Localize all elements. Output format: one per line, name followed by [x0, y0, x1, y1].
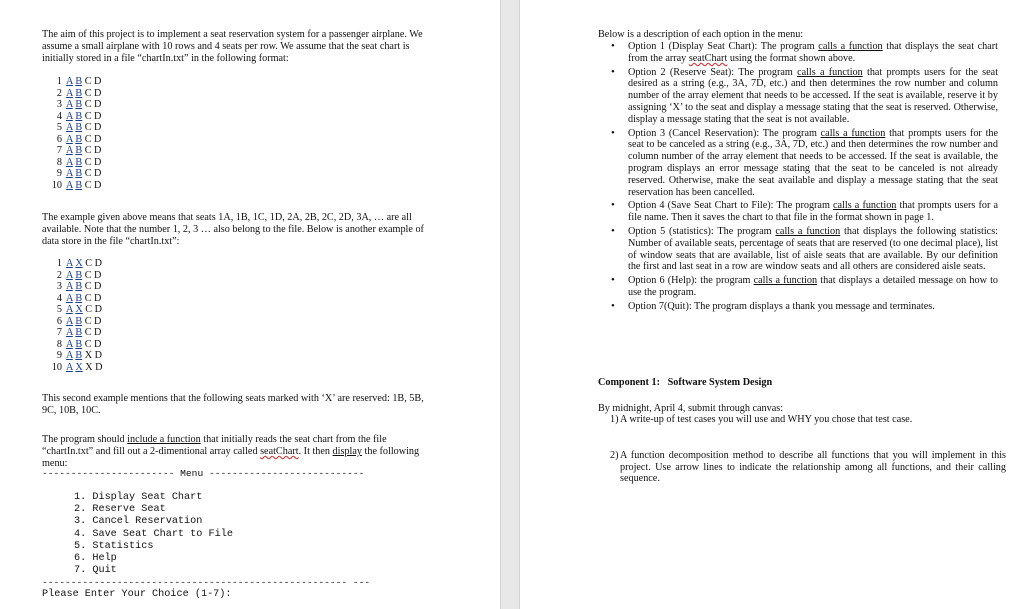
chart2-row: [48, 316, 103, 328]
chart2-row-number: 8: [56, 338, 62, 350]
deliverable-1: [598, 414, 1006, 426]
chart1-seat: D: [94, 76, 102, 87]
chart2-seat: D: [94, 327, 102, 338]
chart1-seat: B: [75, 179, 83, 191]
chart1-row-number: 6: [56, 133, 62, 145]
menu-list: [74, 492, 233, 577]
program-text-3: . It then: [298, 445, 330, 457]
chart2-seat: B: [75, 315, 83, 327]
chart2-seat: B: [75, 338, 83, 350]
chart2-row-number: 6: [56, 315, 62, 327]
chart2-seat: A: [66, 304, 73, 315]
chart1-seat: D: [94, 133, 102, 145]
program-paragraph: [42, 434, 437, 469]
chart1-row: [48, 145, 101, 157]
chart2-seat: D: [95, 361, 103, 373]
chart2-seat: B: [75, 281, 83, 292]
program-text-1: The program should: [42, 434, 125, 445]
chart2-row: [48, 270, 103, 282]
chart1-seat: D: [94, 122, 102, 133]
chart1-seat: A: [66, 87, 73, 99]
right-page: [520, 0, 1024, 609]
deliverable-1-text: A write-up of test cases you will use and WHY you chose that test case.: [620, 414, 913, 425]
chart2-seat: C: [84, 269, 92, 281]
component-title: Software System Design: [667, 377, 773, 388]
option-5-link: calls a function: [775, 225, 841, 237]
chart2-seat: C: [85, 258, 93, 269]
chart1-seat: D: [94, 168, 102, 179]
chart1-row-number: 4: [56, 110, 62, 122]
chart2-seat: D: [94, 281, 102, 292]
chart2-row-number: 7: [56, 327, 62, 338]
chart1-seat: A: [66, 145, 73, 156]
chart1-seat: B: [75, 76, 83, 87]
menu-header: ----------------------- Menu ---------------------------: [42, 468, 365, 479]
chart2-seat: C: [85, 304, 93, 315]
choice-prompt: Please Enter Your Choice (1-7):: [42, 589, 232, 600]
chart1-seat: D: [94, 99, 102, 110]
program-text-4: the following menu:: [42, 445, 420, 469]
option-2-link: calls a function: [797, 66, 863, 78]
option-6-item: [628, 275, 998, 299]
chart1-seat: B: [75, 133, 83, 145]
chart1-seat: A: [66, 110, 73, 122]
option-4-item: [628, 200, 998, 224]
chart2-seat: D: [94, 269, 102, 281]
chart1-row: [48, 99, 101, 111]
chart2-row: [48, 258, 103, 270]
chart2-row: [48, 281, 103, 293]
deliverable-1-number: 1): [610, 414, 619, 425]
chart1-seat: B: [75, 110, 83, 122]
component-label: Component 1:: [598, 377, 660, 388]
program-text-2: that initially reads the seat chart from the file “chartIn.txt” and fill out a 2-dimentional array called: [42, 434, 387, 457]
chart2-seat: D: [94, 315, 102, 327]
program-underlined-display: display: [332, 445, 362, 457]
chart2-row-number: 5: [56, 304, 62, 315]
chart1-seat: A: [66, 179, 73, 191]
option-4-text-2: that prompts users for a file name. Then it saves the chart to that file in the format shown in page 1.: [628, 200, 999, 224]
second-example-paragraph: This second example mentions that the following seats marked with ‘X’ are reserved: 1B, 5B, 9C, 10B, 10C.: [42, 393, 424, 416]
chart1-seat: B: [75, 145, 83, 156]
chart2-row: [48, 304, 103, 316]
option-1-text-2: that displays the seat chart from the array: [628, 41, 999, 64]
chart2-seat: B: [75, 269, 83, 281]
page-gutter: [500, 0, 520, 609]
chart1-row-number: 3: [56, 99, 62, 110]
chart2-row: [48, 339, 103, 351]
option-5-text: Option 5 (statistics): The program: [628, 225, 772, 237]
chart2-row-number: 10: [51, 361, 62, 373]
chart2-row: [48, 293, 103, 305]
chart1-row-number: 8: [56, 156, 62, 168]
menu-item: 5. Statistics: [74, 540, 154, 552]
option-5-item: [628, 226, 998, 273]
chart1-row: [48, 111, 101, 123]
chart2-seat: X: [85, 361, 93, 373]
chart1-row-number: 10: [51, 179, 62, 191]
deliverable-2: [598, 450, 1006, 485]
chart2-row-number: 1: [56, 258, 62, 269]
chart1-row: [48, 168, 101, 180]
left-page: [0, 0, 500, 609]
option-6-text-2: that displays a detailed message on how to use the program.: [628, 275, 999, 298]
option-3-link: calls a function: [820, 127, 886, 139]
chart1-seat: B: [75, 99, 83, 110]
chart1-seat: D: [94, 87, 102, 99]
chart1-seat: C: [84, 122, 92, 133]
menu-item: 2. Reserve Seat: [74, 504, 166, 516]
chart2-seat: A: [66, 338, 73, 350]
chart2-seat: B: [75, 292, 83, 304]
chart1-row: [48, 76, 101, 88]
option-1-seatchart-word: seatChart: [688, 52, 728, 64]
options-list: [600, 41, 998, 315]
option-2-item: [628, 67, 998, 126]
chart2-seat: D: [94, 350, 102, 361]
seat-chart-initial: [48, 76, 101, 191]
chart2-seat: C: [84, 315, 92, 327]
chart1-seat: A: [66, 122, 73, 133]
chart1-row-number: 9: [56, 168, 62, 179]
chart1-seat: C: [84, 156, 92, 168]
chart1-seat: D: [94, 179, 102, 191]
chart2-row-number: 9: [56, 350, 62, 361]
example-paragraph: The example given above means that seats 1A, 1B, 1C, 1D, 2A, 2B, 2C, 2D, 3A, … are all available. Note that the number 1, 2, 3 … also belong to the file. Below is another example of data store in the file “chartIn.txt”:: [42, 212, 424, 247]
chart2-seat: A: [66, 327, 73, 338]
chart1-row-number: 2: [56, 87, 62, 99]
option-4-text: Option 4 (Save Seat Chart to File): The program: [628, 200, 830, 212]
option-1-item: [628, 41, 998, 65]
chart2-seat: X: [75, 361, 83, 373]
chart2-seat: A: [66, 315, 73, 327]
chart2-seat: C: [84, 281, 92, 292]
chart1-seat: D: [94, 145, 102, 156]
chart2-seat: B: [75, 327, 83, 338]
chart1-seat: C: [84, 99, 92, 110]
option-6-link: calls a function: [753, 275, 818, 287]
chart2-seat: C: [84, 327, 92, 338]
chart2-row-number: 4: [56, 292, 62, 304]
component-heading: [598, 377, 998, 389]
chart2-seat: D: [94, 304, 102, 315]
chart1-row: [48, 157, 101, 169]
chart1-row: [48, 88, 101, 100]
option-3-item: [628, 128, 998, 199]
chart1-seat: A: [66, 133, 73, 145]
option-7-item: [628, 301, 998, 313]
chart1-row-number: 5: [56, 122, 62, 133]
chart2-seat: A: [66, 269, 73, 281]
chart1-seat: C: [84, 76, 92, 87]
option-2-text-2: that prompts users for the seat desired as a string (e.g., 3A, 7D, etc.) and then determines the row number and column number of the array element that needs to be accessed. If the seat is available, reserve it by assigning ‘X’ to the seat and display a message stating that the seat is reserved. Otherwise, display a message stating that the seat is not available.: [628, 66, 999, 125]
chart2-row: [48, 327, 103, 339]
option-3-text: Option 3 (Cancel Reservation): The program: [628, 127, 817, 139]
chart1-seat: B: [75, 168, 83, 179]
option-3-text-2: that prompts users for the seat to be canceled as a string (e.g., 3A, 7D, etc.) and then determines the row number and column number of the array element that needs to be accessed. If the seat is available, the program displays an error message stating that the seat to be canceled is not already reserved. Otherwise, make the seat available and display a message stating that the seat reservation has been cancelled.: [628, 127, 999, 198]
chart1-seat: C: [84, 110, 92, 122]
chart1-seat: B: [75, 87, 83, 99]
chart1-seat: A: [66, 168, 73, 179]
menu-item: 7. Quit: [74, 565, 117, 577]
seat-chart-reserved: [48, 258, 103, 373]
chart1-seat: A: [66, 99, 73, 110]
option-1-link: calls a function: [818, 41, 883, 52]
option-2-text: Option 2 (Reserve Seat): The program: [628, 66, 793, 78]
chart1-row: [48, 122, 101, 134]
chart1-seat: C: [84, 133, 92, 145]
menu-item: 4. Save Seat Chart to File: [74, 528, 233, 540]
option-4-link: calls a function: [833, 200, 897, 212]
chart1-seat: D: [94, 110, 102, 122]
chart2-seat: C: [84, 292, 92, 304]
program-seatchart-word: seatChart: [260, 445, 299, 457]
deliverable-2-number: 2): [610, 449, 619, 461]
chart2-seat: D: [94, 338, 102, 350]
chart2-seat: X: [84, 350, 93, 361]
deliverable-2-text: A function decomposition method to describe all functions that you will implement in this project. Use arrow lines to indicate the relationship among all functions, and their calling sequence.: [620, 449, 1006, 485]
chart1-seat: C: [84, 145, 92, 156]
chart1-seat: B: [75, 122, 83, 133]
menu-item: 3. Cancel Reservation: [74, 516, 203, 528]
chart2-seat: A: [66, 361, 73, 373]
chart2-seat: A: [66, 281, 73, 292]
chart1-seat: D: [94, 156, 102, 168]
chart1-seat: A: [66, 156, 73, 168]
chart2-row-number: 2: [56, 269, 62, 281]
chart2-row: [48, 362, 103, 374]
option-6-text: Option 6 (Help): the program: [628, 275, 751, 287]
description-intro: Below is a description of each option in the menu:: [598, 29, 804, 40]
chart2-seat: X: [75, 304, 83, 315]
menu-footer: ----------------------------------------------------- ---: [42, 577, 371, 588]
option-1-text-3: using the format shown above.: [729, 52, 856, 64]
chart2-seat: A: [66, 258, 73, 269]
chart1-seat: C: [84, 87, 92, 99]
chart1-row: [48, 180, 101, 192]
chart1-row: [48, 134, 101, 146]
chart2-seat: D: [94, 258, 102, 269]
chart2-row: [48, 350, 103, 362]
chart2-seat: X: [75, 258, 83, 269]
menu-item: 6. Help: [74, 553, 117, 565]
chart1-seat: B: [75, 156, 83, 168]
option-5-text-2: that displays the following statistics: Number of available seats, percentage of seats that are reserved (to one decimal place), list of window seats that are available, list of aisle seats that are available. By our definition the first and last seat in a row are window seats and all others are considered aisle seats.: [628, 225, 998, 273]
deadline-text: By midnight, April 4, submit through canvas:: [598, 403, 784, 414]
chart2-row-number: 3: [56, 281, 62, 292]
chart2-seat: D: [94, 292, 102, 304]
chart1-seat: A: [66, 76, 73, 87]
chart2-seat: A: [66, 350, 73, 361]
option-7-text: Option 7(Quit): The program displays a thank you message and terminates.: [628, 300, 935, 312]
chart2-seat: B: [75, 350, 83, 361]
chart1-seat: C: [84, 179, 92, 191]
chart1-seat: C: [84, 168, 92, 179]
intro-paragraph: The aim of this project is to implement a seat reservation system for a passenger airplane. We assume a small airplane with 10 rows and 4 seats per row. We assume that the seat chart is initially stored in a file “chartIn.txt” in the following format:: [42, 29, 423, 64]
program-underlined-function: include a function: [127, 434, 201, 445]
chart2-seat: A: [66, 292, 73, 304]
chart1-row-number: 7: [56, 145, 62, 156]
chart1-row-number: 1: [56, 76, 62, 87]
chart2-seat: C: [84, 338, 92, 350]
option-1-text: Option 1 (Display Seat Chart): The program: [628, 41, 815, 52]
menu-item: 1. Display Seat Chart: [74, 492, 203, 503]
